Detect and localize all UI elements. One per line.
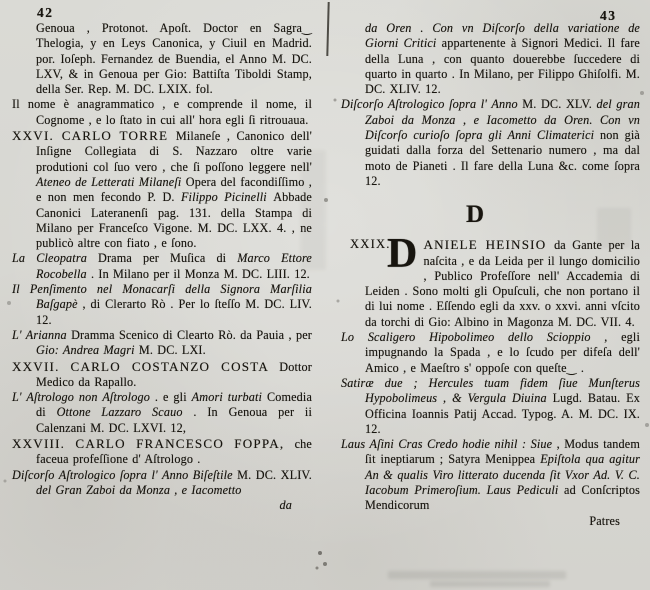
italic-text-run: La Cleopatra xyxy=(12,251,99,266)
italic-text-run: da Oren . Con vn Diſcorſo della variatione de Giorni Critici xyxy=(365,21,640,51)
italic-text-run: L' Arianna xyxy=(12,327,72,342)
capitals-text-run: ANIELE HEINSIO xyxy=(423,237,555,253)
text-run: non già guidati dalla forza del Settenario numero , ma dal moto de Pianeti . Il fare della Luna &c. come ſopra 12. xyxy=(365,128,640,188)
italic-text-run: L' Aſtrologo non Aſtrologo xyxy=(12,390,155,405)
text-run: ad Conſcriptos Mendicorum xyxy=(365,483,640,513)
italic-text-run: Diſcorſo Aſtrologico ſopra l' Anno Biſeſtile xyxy=(12,467,238,482)
paragraph xyxy=(12,282,312,328)
paragraph xyxy=(12,328,312,359)
italic-text-run: Epiſtola qua agitur An & qualis Viro litterato ducenda ſit Vxor Ad. V. C. Iacobum Primeroſium. Laus Pediculi xyxy=(365,452,640,498)
paragraph xyxy=(341,376,640,437)
paragraph xyxy=(12,436,312,468)
text-run: . In Milano per il Monza M. DC. LIII. 12. xyxy=(90,266,310,281)
page-number-left: 42 xyxy=(37,5,54,20)
text-run: Genoua , Protonot. Apoſt. Doctor en Sagra‿ Thelogia, y en Leys Canonica, y Ciuil en Madrid. por. Ioſeph. Fernandez de Buendia, el Anno M. DC. LXV, & in Genoua per Gio: Battiſta Tiboldi Stamp, della Ser. Rep. M. DC. LXIX. fol. xyxy=(36,21,312,97)
italic-text-run: Gio: Andrea Magri xyxy=(36,343,139,358)
text-run: Il nome è anagrammatico , e comprende il nome, il Cognome , e lo ſtato in cui all' hora egli ſi ritrouaua. xyxy=(12,97,312,127)
paragraph xyxy=(341,21,640,97)
italic-text-run: Marco Ettore Rocobella xyxy=(36,251,312,281)
italic-text-run: Ottone Lazzaro Scauo xyxy=(56,405,194,420)
italic-text-run: Il Penſimento nel Monacarſi della Signora Marſilia Baſgapè xyxy=(12,282,312,312)
catchword: Patres xyxy=(589,513,620,528)
paragraph xyxy=(341,97,640,189)
paragraph xyxy=(12,97,312,128)
text-run: . e gli xyxy=(154,390,192,405)
text-run: M. DC. XLV. xyxy=(522,97,597,112)
text-run: Abbade Canonici Lateranenſi pag. 131. della Stampa di Milano per Franceſco Vigone. M. DC. LXX. 4. , ne publicò altre con fiato , e ſono. xyxy=(36,190,312,251)
text-run: che faceua profeſſione d' Aſtrologo . xyxy=(36,437,312,467)
text-run: , di Clerarto Rò . Per lo ſteſſo M. DC. LIV. 12. xyxy=(36,297,312,327)
text-run: da Gante per la naſcita , e da Leida per il lungo domicilio , Publico Profeſſore nell' Accademia di Leiden . Sono molti gli Opuſculi, che non portano il di lui nome . Eſſendo egli da xxv. o xxvi. anni vſcito da torchi di Gio: Albino in Magonza M. DC. VII. 4. xyxy=(365,238,640,329)
text-run: . In Genoua per ii Calenzani M. DC. LXVI. 12, xyxy=(36,405,312,435)
scan-artifact-bleedthrough xyxy=(597,208,631,248)
scan-artifact-ink-specks xyxy=(0,0,2,2)
text-run: , egli impugnando la Spada , e lo ſcudo per difeſa dell' Amico , e Maeſtro s' oppoſe con queſte‿ . xyxy=(365,330,640,375)
drop-capital: D xyxy=(387,231,418,278)
text-run: , Modus tandem ſit ineptiarum ; Satyra Menippea xyxy=(365,437,640,467)
paragraph xyxy=(12,128,312,251)
scan-artifact-bleedthrough xyxy=(388,571,566,579)
capitals-text-run: XXVI. CARLO TORRE xyxy=(12,128,176,144)
capitals-text-run: XXVII. CARLO COSTANZO COSTA xyxy=(12,358,280,374)
text-run: M. DC. XLIV. xyxy=(237,467,312,482)
scan-artifact-gutter-line xyxy=(326,2,329,56)
entry-number-label: XXIX. xyxy=(350,237,391,252)
italic-text-run: Filippo Picinelli xyxy=(180,190,274,205)
italic-text-run: Ateneo de Letterati Milaneſi xyxy=(36,174,186,189)
paragraph xyxy=(12,390,312,436)
italic-text-run: Lo Scaligero Hipobolimeo dello Scioppio xyxy=(341,330,605,345)
italic-text-run: Satiræ due ; Hercules tuam fidem ſiue Munſterus Hypobolimeus , & Vergula Diuina xyxy=(341,375,640,406)
text-run: appartenente à Signori Medici. Il fare della Luna , con quanto douerebbe ſuccedere di quarto in quarto . In Milano, per Filippo Ghiſolfi. M. DC. XLIV. 12. xyxy=(365,36,640,97)
text-run: Opera del facondiſſimo , e non men fecondo P. D. xyxy=(36,174,312,205)
paragraph xyxy=(341,437,640,513)
paragraph xyxy=(12,468,312,499)
text-run: Milaneſe , Canonico dell' Inſigne Collegiata di S. Nazzaro oltre varie produtioni col ſuo vero , che ſi poſſono leggere nell' xyxy=(36,129,312,174)
text-run: Drama per Muſica di xyxy=(98,251,238,266)
text-run: Dottor Medico da Rapallo. xyxy=(36,359,312,389)
italic-text-run: Amori turbati xyxy=(191,390,267,405)
italic-text-run: del Gran Zaboi da Monza , e Iacometto xyxy=(36,482,242,497)
page-number-right: 43 xyxy=(600,8,617,23)
text-run: Dramma Scenico di Clearto Rò. da Pauia , per xyxy=(71,327,312,342)
left-text-column xyxy=(12,21,312,514)
text-run: M. DC. LXI. xyxy=(138,343,206,358)
paragraph xyxy=(12,251,312,282)
paragraph xyxy=(12,359,312,391)
catchword: da xyxy=(279,498,292,513)
capitals-text-run: XXVIII. CARLO FRANCESCO FOPPA, xyxy=(12,436,295,452)
text-run: Comedia di xyxy=(36,390,313,420)
paragraph xyxy=(12,21,312,97)
section-letter-heading: D xyxy=(465,201,486,229)
italic-text-run: del gran Zaboi da Monza , e Iacometto da Oren. Con vn Diſcorſo curioſo ſopra gli Anni Climaterici xyxy=(365,97,640,143)
paragraph xyxy=(341,330,640,376)
catalog-entry-paragraph xyxy=(341,231,640,330)
scan-artifact-bleedthrough xyxy=(430,581,550,587)
italic-text-run: Laus Aſini Cras Credo hodie nihil : Siue xyxy=(341,437,557,452)
italic-text-run: Diſcorſo Aſtrologico ſopra l' Anno xyxy=(341,97,523,112)
right-text-column xyxy=(341,21,640,529)
text-run: Lugd. Batau. Ex Officina Ioannis Patij Accad. Typog. A. M. DC. IX. 12. xyxy=(365,391,640,436)
scan-artifact-bleedthrough xyxy=(300,150,326,270)
